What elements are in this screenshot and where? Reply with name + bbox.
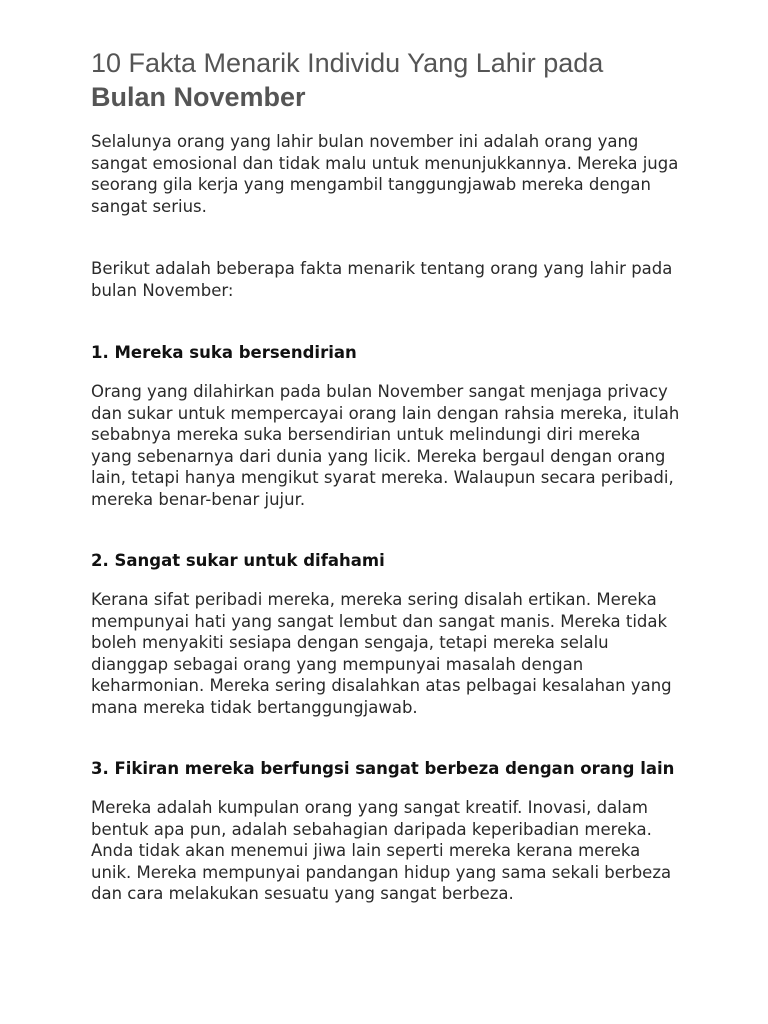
section-body-2: Kerana sifat peribadi mereka, mereka sering disalah ertikan. Mereka mempunyai hati yang sangat lembut dan sangat manis. Mereka tidak boleh menyakiti sesiapa dengan sengaja, tetapi mereka selalu dianggap sebagai orang yang mempunyai masalah dengan keharmonian. Mereka sering disalahkan atas pelbagai kesalahan yang mana mereka tidak bertanggungjawab. <box>91 590 672 717</box>
section-heading-1: 1. Mereka suka bersendirian <box>91 343 357 362</box>
page-title-line-2: Bulan November <box>91 82 306 112</box>
section-body-3: Mereka adalah kumpulan orang yang sangat kreatif. Inovasi, dalam bentuk apa pun, adalah sebahagian daripada keperibadian mereka. Anda tidak akan menemui jiwa lain seperti mereka kerana mereka unik. Mereka mempunyai pandangan hidup yang sama sekali berbeza dan cara melakukan sesuatu yang sangat berbeza. <box>91 798 672 903</box>
page-title <box>91 46 681 114</box>
section-body-1: Orang yang dilahirkan pada bulan November sangat menjaga privacy dan sukar untuk mempercayai orang lain dengan rahsia mereka, itulah sebabnya mereka suka bersendirian untuk melindungi diri mereka yang sebenarnya dari dunia yang licik. Mereka bergaul dengan orang lain, tetapi hanya mengikut syarat mereka. Walaupun secara peribadi, mereka benar-benar jujur. <box>91 382 680 509</box>
section-heading-2: 2. Sangat sukar untuk difahami <box>91 551 385 570</box>
article <box>91 46 681 905</box>
page-title-line-1: 10 Fakta Menarik Individu Yang Lahir pada <box>91 48 604 78</box>
lead-in-paragraph: Berikut adalah beberapa fakta menarik tentang orang yang lahir pada bulan November: <box>91 259 673 300</box>
intro-paragraph: Selalunya orang yang lahir bulan november ini adalah orang yang sangat emosional dan tidak malu untuk menunjukkannya. Mereka juga seorang gila kerja yang mengambil tanggungjawab mereka dengan sangat serius. <box>91 132 679 216</box>
section-heading-3: 3. Fikiran mereka berfungsi sangat berbeza dengan orang lain <box>91 759 675 778</box>
